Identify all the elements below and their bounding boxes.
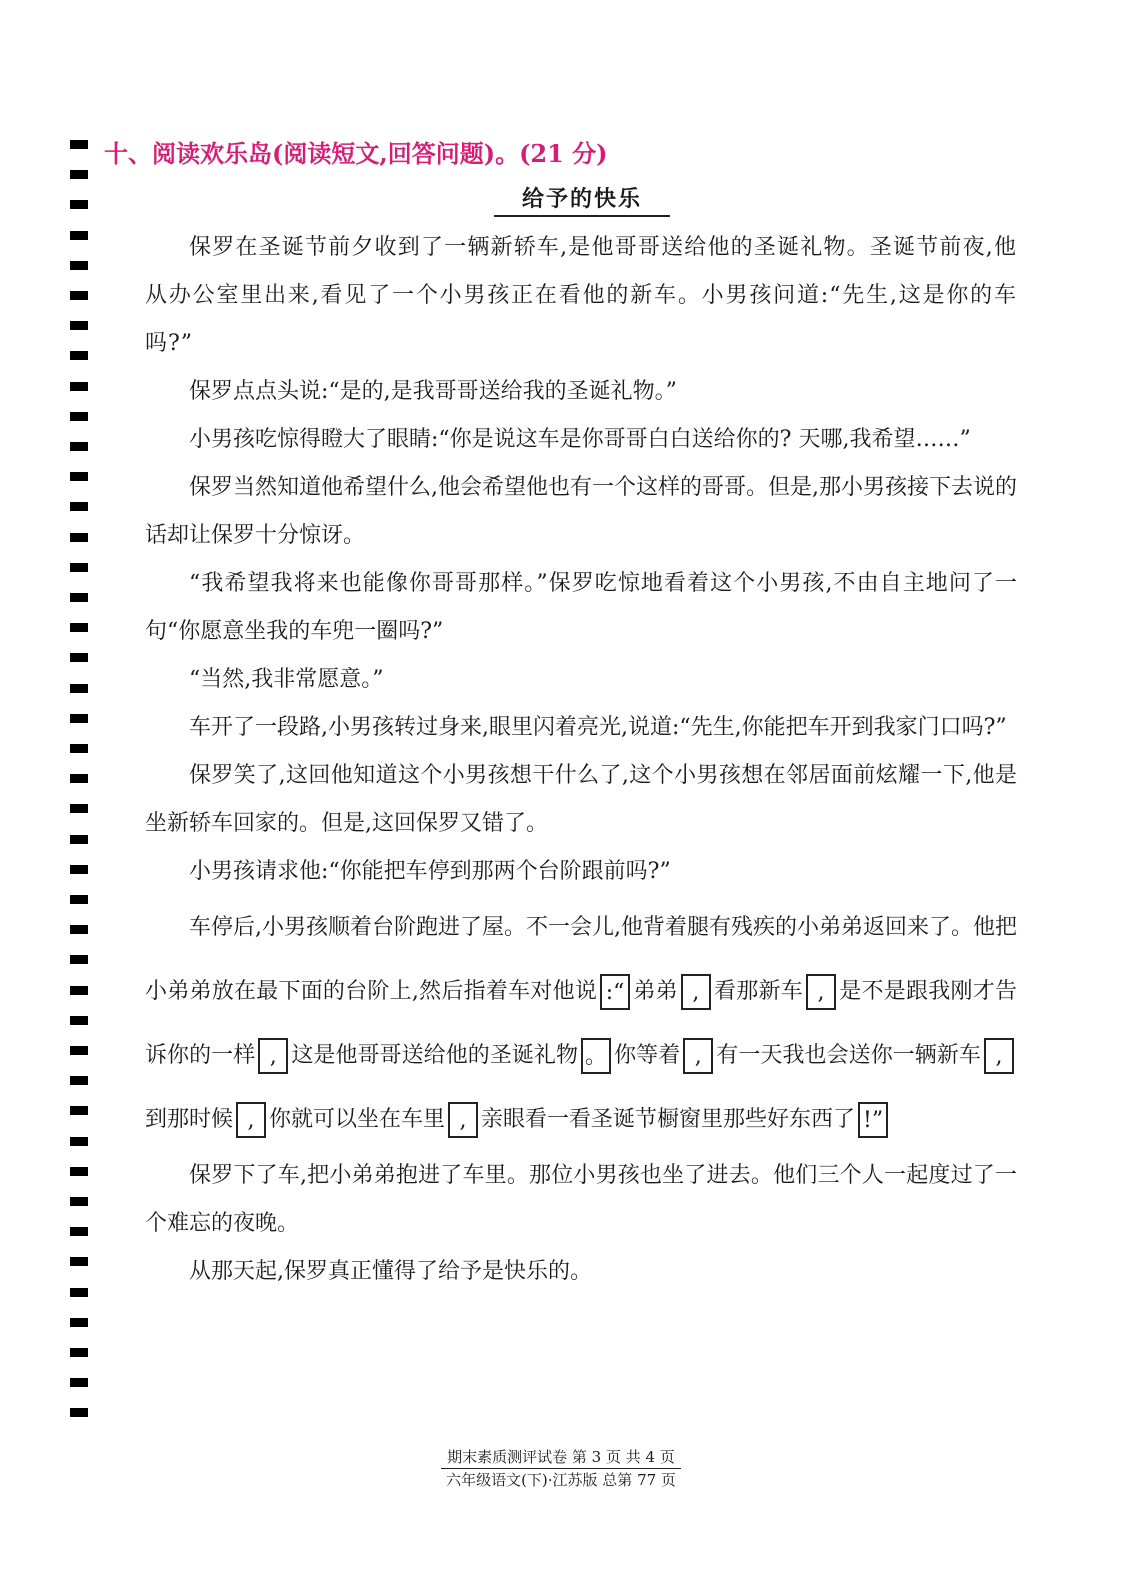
margin-mark (70, 1257, 88, 1266)
punctuation-exercise-paragraph (145, 896, 1017, 1152)
text-segment: 有一天我也会送你一辆新车 (716, 1043, 981, 1068)
margin-mark (70, 1076, 88, 1085)
margin-mark (70, 623, 88, 632)
text-segment: 你就可以坐在车里 (269, 1107, 446, 1132)
punctuation-box[interactable]: , (806, 974, 836, 1010)
punctuation-box[interactable]: , (984, 1038, 1014, 1074)
margin-mark (70, 684, 88, 693)
margin-mark (70, 140, 88, 149)
margin-mark (70, 744, 88, 753)
story-title: 给予的快乐 (494, 182, 670, 217)
page-footer (396, 1446, 726, 1491)
text-segment: 车停后,小男孩顺着台阶跑进了屋。不一会儿,他背着腿有残疾的小弟弟返回来了。他把小弟弟放在最下面的台阶上,然后指着车对他说 (145, 915, 1017, 1004)
text-segment: 这是他哥哥送给他的圣诞礼物 (291, 1043, 579, 1068)
margin-mark (70, 1046, 88, 1055)
margin-mark (70, 1106, 88, 1115)
margin-mark (70, 835, 88, 844)
margin-mark (70, 231, 88, 240)
margin-mark (70, 321, 88, 330)
story-paragraph: 小男孩吃惊得瞪大了眼睛:“你是说这车是你哥哥白白送给你的? 天哪,我希望……” (189, 427, 971, 452)
story-paragraph: “我希望我将来也能像你哥哥那样。”保罗吃惊地看着这个小男孩,不由自主地问了一句“你愿意坐我的车兜一圈吗?” (145, 571, 1017, 644)
margin-mark (70, 593, 88, 602)
margin-mark (70, 986, 88, 995)
margin-mark (70, 1378, 88, 1387)
punctuation-box[interactable]: , (681, 974, 711, 1010)
punctuation-box[interactable]: , (258, 1038, 288, 1074)
footer-edition-info: 六年级语文(下)·江苏版 总第 77 页 (446, 1471, 676, 1489)
margin-mark (70, 200, 88, 209)
margin-mark (70, 1197, 88, 1206)
margin-mark (70, 533, 88, 542)
margin-mark (70, 1016, 88, 1025)
text-segment: 亲眼看一看圣诞节橱窗里那些好东西了 (481, 1107, 856, 1132)
story-body (145, 224, 1017, 1296)
story-paragraph: “当然,我非常愿意。” (189, 667, 384, 692)
text-segment: 弟弟 (633, 979, 678, 1004)
story-paragraph: 保罗在圣诞节前夕收到了一辆新轿车,是他哥哥送给他的圣诞礼物。圣诞节前夜,他从办公室里出来,看见了一个小男孩正在看他的新车。小男孩问道:“先生,这是你的车吗?” (145, 235, 1017, 356)
margin-mark (70, 714, 88, 723)
margin-mark (70, 1227, 88, 1236)
punctuation-box[interactable]: !” (858, 1102, 888, 1138)
margin-mark (70, 1137, 88, 1146)
story-paragraph: 从那天起,保罗真正懂得了给予是快乐的。 (189, 1259, 592, 1284)
punctuation-box[interactable]: :“ (600, 974, 630, 1010)
punctuation-box[interactable]: 。 (581, 1038, 611, 1074)
margin-mark (70, 442, 88, 451)
story-paragraph: 小男孩请求他:“你能把车停到那两个台阶跟前吗?” (189, 859, 671, 884)
margin-mark (70, 774, 88, 783)
margin-mark (70, 170, 88, 179)
section-heading: 十、阅读欢乐岛(阅读短文,回答问题)。(21 分) (104, 139, 608, 168)
margin-mark (70, 955, 88, 964)
margin-mark (70, 653, 88, 662)
margin-mark (70, 1348, 88, 1357)
punctuation-box[interactable]: , (448, 1102, 478, 1138)
text-segment: 看那新车 (713, 979, 804, 1004)
margin-mark (70, 351, 88, 360)
margin-mark (70, 261, 88, 270)
punctuation-box[interactable]: , (683, 1038, 713, 1074)
margin-mark (70, 563, 88, 572)
margin-mark (70, 865, 88, 874)
story-paragraph: 保罗下了车,把小弟弟抱进了车里。那位小男孩也坐了进去。他们三个人一起度过了一个难忘的夜晚。 (145, 1163, 1017, 1236)
margin-mark (70, 1167, 88, 1176)
story-paragraph: 保罗笑了,这回他知道这个小男孩想干什么了,这个小男孩想在邻居面前炫耀一下,他是坐新轿车回家的。但是,这回保罗又错了。 (145, 763, 1017, 836)
margin-mark (70, 291, 88, 300)
margin-mark (70, 382, 88, 391)
story-paragraph: 保罗当然知道他希望什么,他会希望他也有一个这样的哥哥。但是,那小男孩接下去说的话却让保罗十分惊讶。 (145, 475, 1017, 548)
margin-mark (70, 1408, 88, 1417)
story-paragraph: 保罗点点头说:“是的,是我哥哥送给我的圣诞礼物。” (189, 379, 677, 404)
text-segment: 你等着 (614, 1043, 681, 1068)
punctuation-box[interactable]: , (236, 1102, 266, 1138)
margin-mark (70, 502, 88, 511)
margin-mark (70, 472, 88, 481)
margin-mark (70, 925, 88, 934)
text-segment: 到那时候 (145, 1107, 234, 1132)
margin-mark (70, 1318, 88, 1327)
margin-mark (70, 895, 88, 904)
margin-mark (70, 1288, 88, 1297)
footer-page-info: 期末素质测评试卷 第 3 页 共 4 页 (441, 1446, 681, 1469)
text-segment: 是不是跟我刚才告诉你的一样 (145, 979, 1017, 1068)
margin-mark (70, 412, 88, 421)
story-paragraph: 车开了一段路,小男孩转过身来,眼里闪着亮光,说道:“先生,你能把车开到我家门口吗?” (189, 715, 1007, 740)
margin-mark (70, 804, 88, 813)
